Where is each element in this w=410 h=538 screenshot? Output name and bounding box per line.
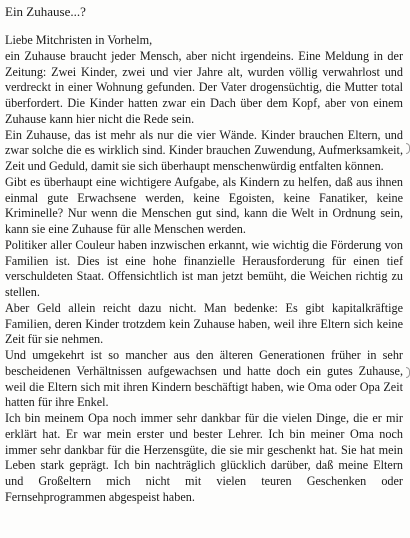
page-title: Ein Zuhause...?	[5, 4, 86, 19]
paragraph-1: ein Zuhause braucht jeder Mensch, aber nicht irgendeins. Eine Meldung in der Zeitung: Zwei Kinder, zwei und vier Jahre alt, wurden völlig verwahrlost und verdreckt in einer Wohnung gefunden. Der Vater drogensüchtig, die Mutter total überfordert. Die Kinder hatten zwar ein Dach über dem Kopf, aber von einem Zuhause kann hier nicht die Rede sein.	[5, 48, 403, 126]
paragraph-4: Politiker aller Couleur haben inzwischen erkannt, wie wichtig die Förderung von Familien ist. Dies ist eine hohe finanzielle Herausforderung für einen tief verschuldeten Staat. Offensichtlich ist man jetzt bemüht, die Weichen richtig zu stellen.	[5, 237, 403, 299]
letter-body	[5, 33, 403, 506]
paragraph-7: Ich bin meinem Opa noch immer sehr dankbar für die vielen Dinge, die er mir erklärt hat. Er war mein erster und bester Lehrer. Ich bin meiner Oma noch immer sehr dankbar für die Herzensgüte, die sie mir geschenkt hat. Sie hat mein Leben stark geprägt. Ich bin nachträglich glücklich darüber, daß meine Eltern und Großeltern mich nicht mit vielen teuren Geschenken oder Fernsehprogrammen abgespeist haben.	[5, 411, 403, 504]
paragraph-2: Ein Zuhause, das ist mehr als nur die vier Wände. Kinder brauchen Eltern, und zwar solche die es wirklich sind. Kinder brauchen Zuwendung, Aufmerksamkeit, Zeit und Geduld, damit sie sich überhaupt menschenwürdig entfalten können.	[5, 127, 403, 173]
paragraph-3: Gibt es überhaupt eine wichtigere Aufgabe, als Kindern zu helfen, daß aus ihnen einmal gute Erwachsene werden, keine Egoisten, keine Fanatiker, keine Kriminelle? Nur wenn die Menschen gut sind, kann die Welt in Ordnung sein, kann sie eine Zuhause für alle Menschen werden.	[5, 174, 403, 236]
page-edge-mark	[406, 143, 410, 154]
page-edge-mark	[406, 367, 410, 378]
salutation: Liebe Mitchristen in Vorhelm,	[5, 33, 153, 47]
paragraph-5: Aber Geld allein reicht dazu nicht. Man bedenke: Es gibt kapitalkräftige Familien, deren Kinder trotzdem kein Zuhause haben, weil ihre Eltern sich keine Zeit für sie nehmen.	[5, 300, 403, 347]
paragraph-6: Und umgekehrt ist so mancher aus den älteren Generationen früher in sehr bescheidenen Verhältnissen aufgewachsen und hatte doch ein gutes Zuhause, weil die Eltern sich mit ihren Kindern beschäftigt haben, wie Oma oder Opa Zeit hatten für ihre Enkel.	[5, 348, 403, 410]
